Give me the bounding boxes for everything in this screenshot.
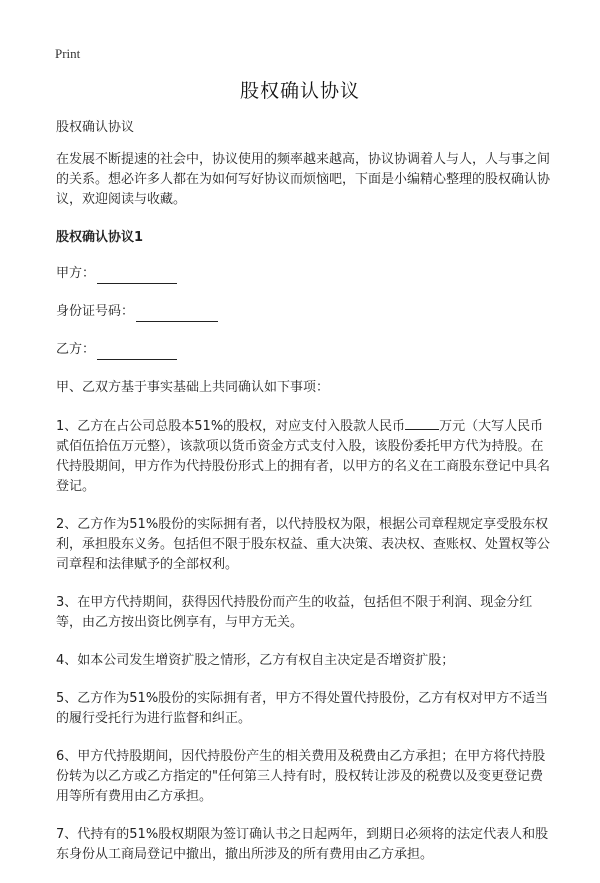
clause-1-text-start: 1、乙方在占公司总股本51%的股权，对应支付入股款人民币 [56,419,406,434]
clause-1 [56,416,550,497]
party-a-blank [97,269,177,284]
clause-3: 3、在甲方代持期间，获得因代持股份而产生的收益，包括但不限于利润、现金分红等，由乙方按出资比例享有，与甲方无关。 [56,595,533,630]
party-a-label: 甲方： [56,266,96,281]
id-number-field [56,302,550,322]
party-a-field [56,264,550,284]
intro-paragraph: 在发展不断提速的社会中，协议使用的频率越来越高，协议协调着人与人，人与事之间的关系。想必许多人都在为如何写好协议而烦恼吧，下面是小编精心整理的股权确认协议，欢迎阅读与收藏。 [56,152,551,207]
document-body [56,118,550,883]
party-b-field [56,340,550,360]
party-b-label: 乙方： [56,342,96,357]
amount-blank [405,416,439,430]
party-b-blank [97,345,177,360]
preamble-paragraph: 甲、乙双方基于事实基础上共同确认如下事项： [56,380,330,395]
clause-2: 2、乙方作为51%股份的实际拥有者，以代持股权为限，根据公司章程规定享受股东权利，承担股东义务。包括但不限于股东权益、重大决策、表决权、查账权、处置权等公司章程和法律赋予的全部权利。 [56,517,551,572]
clause-6: 6、甲方代持股期间，因代持股份产生的相关费用及税费由乙方承担；在甲方将代持股份转为以乙方或乙方指定的"任何第三人持有时，股权转让涉及的税费以及变更登记费用等所有费用由乙方承担。 [56,749,546,804]
clause-5: 5、乙方作为51%股份的实际拥有者，甲方不得处置代持股份，乙方有权对甲方不适当的履行受托行为进行监督和纠正。 [56,691,549,726]
id-number-blank [136,307,218,322]
clause-4: 4、如本公司发生增资扩股之情形，乙方有权自主决定是否增资扩股； [56,653,455,668]
clause-1-text-end: 万元（大写人民币贰佰伍拾伍万元整），该款项以货币资金方式支付入股，该股份委托甲方代为持股。在代持股期间，甲方作为代持股份形式上的拥有者，以甲方的名义在工商股东登记中具名登记。 [56,419,551,494]
document-subtitle: 股权确认协议 [56,120,135,135]
document-title: 股权确认协议 [239,80,360,102]
id-number-label: 身份证号码： [56,304,135,319]
clause-7: 7、代持有的51%股权期限为签订确认书之日起两年，到期日必须将的法定代表人和股东身份从工商局登记中撤出，撤出所涉及的所有费用由乙方承担。 [56,827,549,862]
section-heading: 股权确认协议1 [56,230,144,245]
print-label[interactable]: Print [55,46,81,61]
